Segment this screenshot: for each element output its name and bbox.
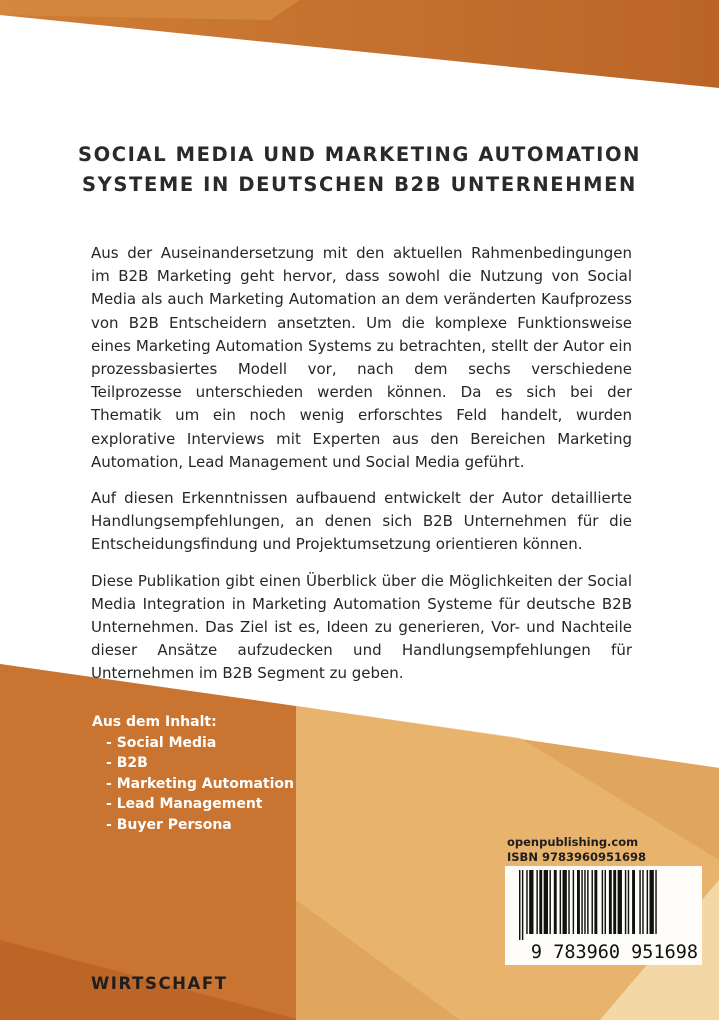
barcode-bar [529,870,533,934]
barcode-bar [526,870,527,934]
barcode-digits: 9 783960 951698 [530,942,698,963]
barcode-bar [628,870,629,934]
barcode-bars [513,870,698,940]
publisher-website: openpublishing.com [507,835,639,849]
title-line-2: SYSTEME IN DEUTSCHEN B2B UNTERNEHMEN [82,173,637,196]
contents-item: - Marketing Automation [106,774,294,795]
barcode-bar [613,870,616,934]
contents-item: - B2B [106,753,294,774]
barcode-bar [536,870,537,934]
barcode-bar [584,870,585,934]
barcode-bar [605,870,606,934]
barcode-bar [639,870,640,934]
barcode-bar [554,870,557,934]
blurb-paragraph-2: Auf diesen Erkenntnissen aufbauend entwickelt der Autor detaillierte Handlungsempfehlungen, an denen sich B2B Unternehmen für die Entscheidungsfindung und Projektumsetzung orientieren können. [91,489,632,554]
blurb [91,242,632,699]
category-label: WIRTSCHAFT [91,974,228,993]
contents-item: - Social Media [106,733,294,754]
barcode-bar [632,870,635,934]
barcode-bar [642,870,643,934]
barcode-bar [647,870,648,934]
contents-section [92,712,294,835]
barcode-bar [618,870,622,934]
barcode-bar [655,870,656,934]
isbn-text: ISBN 9783960951698 [507,850,646,864]
publisher-info [507,835,646,865]
barcode-bar [609,870,612,934]
barcode-bar [519,870,520,940]
barcode-bar [522,870,523,940]
barcode-bar [625,870,626,934]
contents-heading: Aus dem Inhalt: [92,714,217,730]
title-line-1: SOCIAL MEDIA UND MARKETING AUTOMATION [77,143,642,166]
barcode-bar [650,870,654,934]
barcode-bar [563,870,567,934]
contents-item: - Lead Management [106,794,294,815]
barcode-bar [568,870,569,934]
barcode [505,866,702,965]
contents-list [92,733,294,836]
barcode-bar [549,870,550,934]
barcode-bar [587,870,588,934]
barcode-bar [560,870,561,934]
barcode-bar [539,870,542,934]
barcode-bar [592,870,593,934]
barcode-bar [594,870,597,934]
blurb-paragraph-1: Aus der Auseinandersetzung mit den aktuellen Rahmenbedingungen im B2B Marketing geht hervor, dass sowohl die Nutzung von Social Media als auch Marketing Automation an dem veränderten Kaufprozess von B2B Entscheidern ansetzten. Um die komplexe Funktionsweise eines Marketing Automation Systems zu betrachten, stellt der Autor ein prozessbasiertes Modell vor, nach dem sechs verschiedene Teilprozesse unterschieden werden können. Da es sich bei der Thematik um ein noch wenig erforschtes Feld handelt, wurden explorative Interviews mit Experten aus den Bereichen Marketing Automation, Lead Management und Social Media geführt. [91,244,632,471]
barcode-bar [602,870,603,934]
barcode-bar [577,870,580,934]
barcode-bar [544,870,548,934]
contents-item: - Buyer Persona [106,815,294,836]
barcode-bar [573,870,574,934]
blurb-paragraph-3: Diese Publikation gibt einen Überblick über die Möglichkeiten der Social Media Integration in Marketing Automation Systeme für deutsche B2B Unternehmen. Das Ziel ist es, Ideen zu generieren, Vor- und Nachteile dieser Ansätze aufzudecken und Handlungsempfehlungen für Unternehmen im B2B Segment zu geben. [91,571,632,683]
book-title [0,140,719,200]
barcode-bar [581,870,582,934]
